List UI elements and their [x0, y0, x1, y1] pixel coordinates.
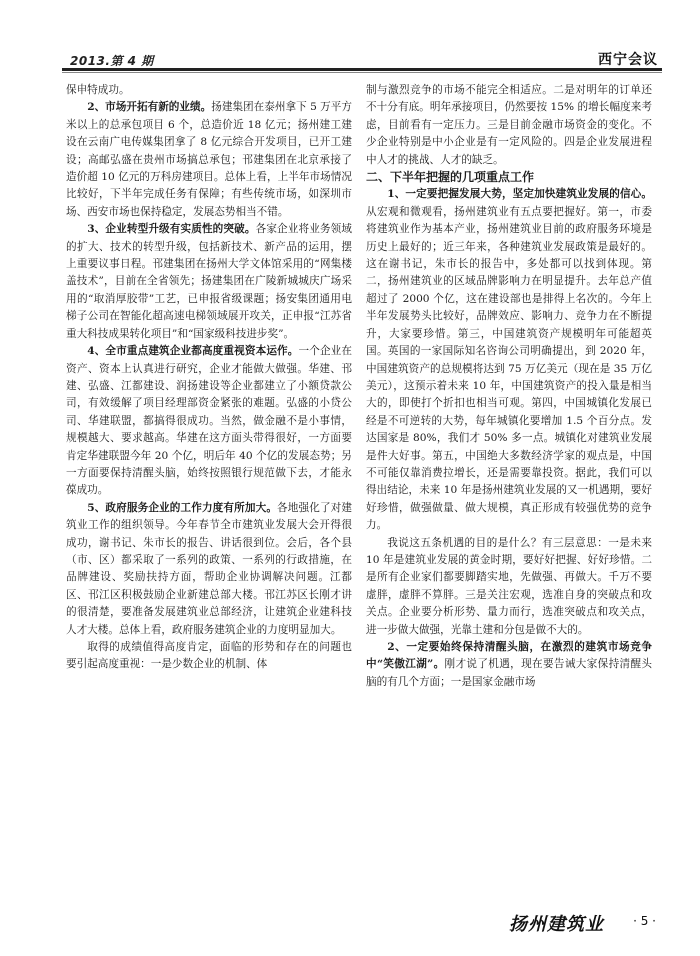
paragraph: 保申特成功。 [66, 84, 130, 96]
paragraph: 5、政府服务企业的工作力度有所加大。各地强化了对建筑业工作的组织领导。今年春节全市建筑业发展大会开得很成功，谢书记、朱市长的报告、讲话很到位。会后，各个县（市、区）都采取了一系列的政策、一系列的行政措施，在品牌建设、奖励扶持方面，帮助企业协调解决问题。江都区、邗江区积极鼓励企业新建总部大楼。邗江苏区长刚才讲的很清楚，要准备发展建筑业总部经济，让建筑企业建科技人才大楼。总体上看，政府服务建筑企业的力度明显加大。 [66, 501, 352, 636]
section-heading: 二、下半年把握的几项重点工作 [366, 170, 535, 185]
header-rule-thin [62, 72, 662, 73]
left-column [66, 82, 352, 674]
paragraph: 1、一定要把握发展大势，坚定加快建筑业发展的信心。从宏观和微观看，扬州建筑业有五点要把握好。第一，市委将建筑业作为基本产业，扬州建筑业目前的政府服务环境是历史上最好的；近三年来，各种建筑业发展政策是最好的。这在谢书记，朱市长的报告中，多处都可以找到体现。第二，扬州建筑业的区域品牌影响力在明显提升。去年总产值超过了 2000 个亿，这在建设部也是排得上名次的。今年上半年发展势头比较好，品牌效应、影响力、竞争力在不断提升，大家要珍惜。第三，中国建筑资产规模明年可能超英国。英国的一家国际知名咨询公司明确提出，到 2020 年，中国建筑资产的总规模将达到 75 万亿美元（现在是 35 万亿美元），这预示着未来 10 年，中国建筑资产的投入量是相当大的，即使打个折扣也相当可观。第四，中国城镇化发展已经是不可逆转的大势，每年城镇化要增加 1.5 个百分点。发达国家是 80%，我们才 50% 多一点。城镇化对建筑业发展是件大好事。第五，中国绝大多数经济学家的观点是，中国不可能仅靠消费拉增长，还是需要靠投资。据此，我们可以得出结论，未来 10 年是扬州建筑业发展的又一机遇期，要好好珍惜，做强做量、做大规模，真正形成有较强优势的竞争力。 [366, 188, 652, 532]
header-rule [62, 68, 662, 71]
page-header [0, 0, 700, 70]
right-column [366, 82, 652, 691]
paragraph: 3、企业转型升级有实质性的突破。各家企业将业务领域的扩大、技术的转型升级，包括新技术、新产品的运用，摆上重要议事日程。邗建集团在扬州大学文体馆采用的“网集楼盖技术”，目前在全省领先；扬建集团在广陵新城城庆广场采用的“取消厚胶带”工艺，已申报省级课题；扬安集团通用电梯子公司在智能化超高速电梯领域展开攻关，正申报“江苏省重大科技成果转化项目”和“国家级科技进步奖”。 [66, 223, 352, 340]
paragraph: 4、全市重点建筑企业都高度重视资本运作。一个企业在资产、资本上认真进行研究，企业才能做大做强。华建、邗建、弘盛、江都建设、润扬建设等企业都建立了小额贷款公司，有效缓解了项目经理部资金紧张的难题。弘盛的小贷公司、华建联盟，都搞得很成功。当然，做金融不是小事情，规模越大、要求越高。华建在这方面头带得很好，一方面要肯定华建联盟今年 20 个亿，明后年 40 个亿的发展态势；另一方面要保持清醒头脑，始终按照银行规范做下去，才能永葆成功。 [66, 345, 352, 497]
paragraph: 我说这五条机遇的目的是什么？有三层意思：一是未来 10 年是建筑业发展的黄金时期，要好好把握、好好珍惜。二是所有企业家们都要脚踏实地，先做强、再做大。千万不要虚胖，虚胖不算胖。三是关注宏观，选准自身的突破点和攻关点。企业要分析形势、量力而行，选准突破点和攻关点，进一步做大做强，光靠土建和分包是做不大的。 [366, 536, 652, 636]
magazine-logo: 扬州建筑业 [509, 914, 604, 935]
paragraph: 制与激烈竞争的市场不能完全相适应。二是对明年的订单还不十分有底。明年承接项目，仍然要按 15% 的增长幅度来考虑，目前看有一定压力。三是目前金融市场资金的变化。不少企业特别是中小企业是有一定风险的。四是企业发展进程中人才的挑战、人才的缺乏。 [366, 84, 652, 166]
paragraph: 取得的成绩值得高度肯定，面临的形势和存在的问题也要引起高度重视：一是少数企业的机制、体 [66, 641, 352, 671]
paragraph: 2、一定要始终保持清醒头脑，在激烈的建筑市场竞争中“笑傲江湖”。刚才说了机遇，现在要告诫大家保持清醒头脑的有几个方面；一是国家金融市场 [366, 641, 653, 688]
issue-label: 2013.第 4 期 [70, 54, 154, 68]
paragraph: 2、市场开拓有新的业绩。扬建集团在泰州拿下 5 万平方米以上的总承包项目 6 个，总造价近 18 亿元；扬州建工建设在云南广电传媒集团拿了 8 亿元综合开发项目，已开工建设；高邮弘盛在贵州市场搞总承包；邗建集团在北京承接了造价超 10 亿元的万科房建项目。总体上看，上半年市场情况比较好，下半年完成任务有保障；有些传统市场，如深圳市场、西安市场也保持稳定，发展态势相当不错。 [66, 101, 352, 218]
section-label: 西宁会议 [598, 52, 658, 68]
page-footer [0, 900, 700, 940]
page-number: · 5 · [633, 914, 656, 928]
